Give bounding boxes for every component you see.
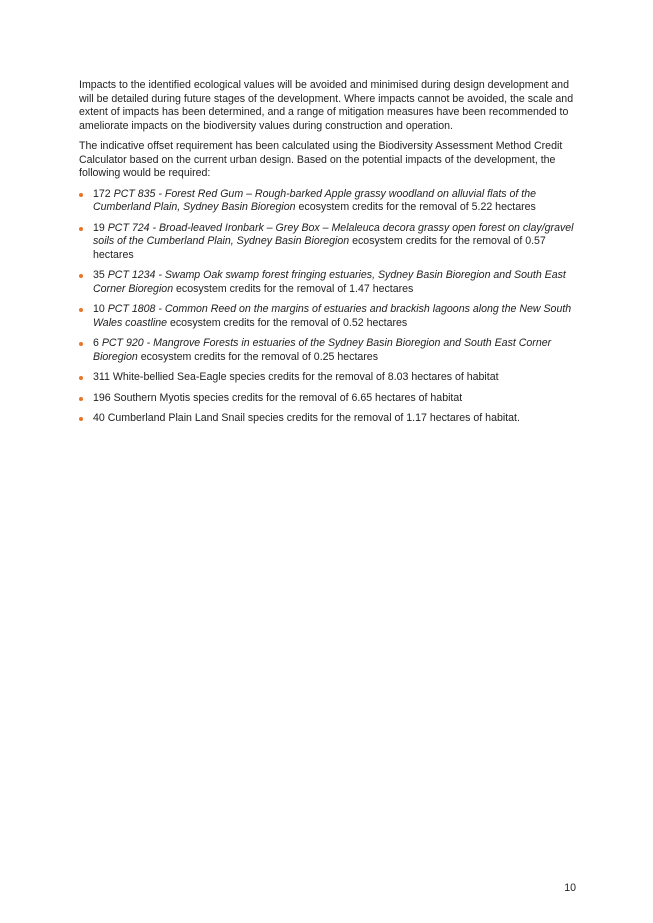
credit-count: 172 [93, 187, 114, 200]
list-item [79, 392, 574, 406]
pct-name: PCT 1234 - Swamp Oak swamp forest fringing estuaries, Sydney Basin Bioregion and South East Corner Bioregion [93, 269, 566, 295]
list-item [79, 371, 574, 385]
pct-name: PCT 920 - Mangrove Forests in estuaries of the Sydney Basin Bioregion and South East Corner Bioregion [93, 337, 552, 363]
list-item [79, 412, 574, 426]
credit-detail: ecosystem credits for the removal of 0.25 hectares [137, 350, 378, 363]
bullet-icon [79, 227, 83, 231]
list-item [79, 303, 574, 330]
bullet-icon [79, 308, 83, 312]
credit-detail: ecosystem credits for the removal of 1.47 hectares [173, 282, 414, 295]
bullet-icon [79, 376, 83, 380]
bullet-icon [79, 342, 83, 346]
impacts-paragraph: Impacts to the identified ecological values will be avoided and minimised during design development and will be detailed during future stages of the development. Where impacts cannot be avoided, the scale and extent of impacts has been determined, and a range of mitigation measures have been recommended to ameliorate impacts on the biodiversity values during construction and operation. [79, 79, 574, 132]
credit-list [79, 188, 574, 426]
pct-name: PCT 835 - Forest Red Gum – Rough-barked Apple grassy woodland on alluvial flats of the Cumberland Plain, Sydney Basin Bioregion [93, 187, 537, 213]
species-credit: 40 Cumberland Plain Land Snail species credits for the removal of 1.17 hectares of habitat. [93, 412, 520, 424]
credit-count: 6 [93, 337, 102, 349]
credit-count: 19 [93, 221, 108, 234]
list-item [79, 337, 574, 364]
bullet-icon [79, 193, 83, 197]
bullet-icon [79, 417, 83, 421]
pct-name: PCT 724 - Broad-leaved Ironbark – Grey Box – Melaleuca decora grassy open forest on clay/gravel soils of the Cumberland Plain, Sydney Basin Bioregion [93, 221, 574, 247]
document-page [79, 79, 574, 433]
list-item [79, 188, 574, 215]
list-item [79, 222, 574, 263]
offset-paragraph: The indicative offset requirement has been calculated using the Biodiversity Assessment Method Credit Calculator based on the current urban design. Based on the potential impacts of the development, the following would be required: [79, 140, 563, 179]
list-item [79, 269, 574, 296]
credit-detail: ecosystem credits for the removal of 5.22 hectares [295, 201, 536, 213]
species-credit: 196 Southern Myotis species credits for the removal of 6.65 hectares of habitat [93, 391, 463, 404]
pct-name: PCT 1808 - Common Reed on the margins of estuaries and brackish lagoons along the New South Wales coastline [93, 303, 572, 329]
species-credit: 311 White-bellied Sea-Eagle species credits for the removal of 8.03 hectares of habitat [93, 371, 499, 383]
credit-detail: ecosystem credits for the removal of 0.52 hectares [167, 316, 408, 329]
bullet-icon [79, 397, 83, 401]
bullet-icon [79, 274, 83, 278]
page-number: 10 [564, 882, 576, 894]
credit-count: 35 [93, 269, 108, 281]
credit-count: 10 [93, 303, 108, 315]
credit-detail: ecosystem credits for the removal of 0.57 hectares [93, 235, 546, 261]
